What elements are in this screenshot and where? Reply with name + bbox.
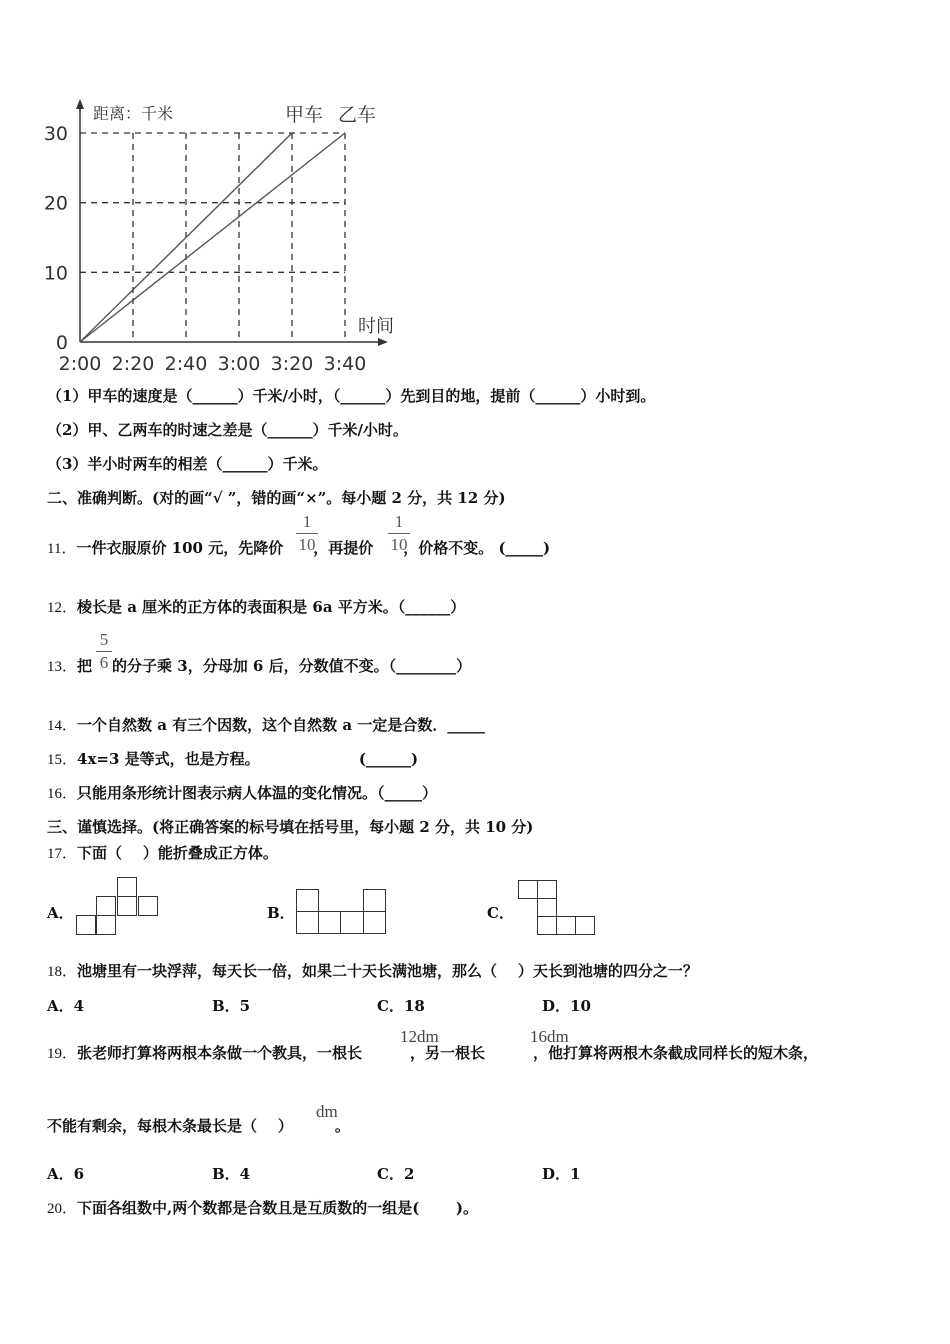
chart-series — [80, 133, 345, 342]
q19-unit-16dm: 16dm — [530, 1027, 569, 1046]
question-number: 20． — [47, 1201, 78, 1217]
cube-net-b — [296, 889, 396, 939]
distance-time-chart — [40, 95, 410, 380]
fraction-denominator: 10 — [298, 535, 316, 554]
q18-option-d[interactable]: D．10 — [542, 997, 591, 1015]
fraction-numerator: 5 — [99, 630, 109, 649]
question-number: 14． — [47, 718, 78, 734]
q19-unit-dm: dm — [316, 1102, 338, 1121]
section2-heading: 二、准确判断。(对的画“√ ”，错的画“×”。每小题 2 分，共 12 分) — [47, 489, 506, 507]
q16-text: 只能用条形统计图表示病人体温的变化情况。（_____） — [77, 784, 438, 802]
q12-text: 棱长是 a 厘米的正方体的表面积是 6a 平方米。（______） — [77, 598, 466, 616]
question-number: 19． — [47, 1046, 78, 1062]
y-axis-arrow — [76, 99, 84, 109]
question-16 — [47, 782, 437, 803]
q11-text-a: 一件衣服原价 100 元，先降价 — [76, 539, 284, 557]
q17-option-a-label[interactable]: A． — [47, 904, 74, 922]
cube-net-a — [76, 877, 166, 937]
q20-text: 下面各组数中,两个数都是合数且是互质数的一组是( )。 — [77, 1199, 478, 1217]
q11-fraction-1 — [296, 512, 318, 555]
question-number: 18． — [47, 964, 78, 980]
fraction-denominator: 10 — [390, 535, 408, 554]
question-20 — [47, 1197, 478, 1218]
q13-text-a: 把 — [77, 657, 93, 675]
q10-part2: （2）甲、乙两车的时速之差是（______）千米/小时。 — [47, 421, 408, 439]
cube-net-c — [518, 880, 598, 940]
series-label-1: 甲车 — [284, 104, 324, 126]
y-tick-label: 20 — [43, 192, 68, 215]
fraction-denominator: 6 — [99, 653, 109, 672]
q19-text-b: ，另一根长 — [410, 1044, 486, 1062]
q10-part1: （1）甲车的速度是（______）千米/小时，（______）先到目的地，提前（______）小时到。 — [47, 387, 656, 405]
question-12 — [47, 596, 465, 617]
question-17 — [47, 842, 278, 863]
q19-option-b[interactable]: B．4 — [212, 1165, 251, 1183]
q19-unit-12dm: 12dm — [400, 1027, 439, 1046]
y-axis-label: 距离：千米 — [93, 104, 174, 123]
question-19-line2 — [47, 1115, 350, 1136]
x-tick-label: 3:00 — [217, 353, 261, 375]
q17-option-b-label[interactable]: B． — [267, 904, 295, 922]
x-axis-arrow — [378, 338, 388, 346]
question-number: 12． — [47, 600, 78, 616]
q18-text: 池塘里有一块浮萍，每天长一倍，如果二十天长满池塘，那么（ ）天长到池塘的四分之一？ — [77, 962, 698, 980]
q10-part3: （3）半小时两车的相差（______）千米。 — [47, 455, 328, 473]
x-tick-label: 2:20 — [111, 353, 155, 375]
q13-text-b: 的分子乘 3，分母加 6 后，分数值不变。（________） — [112, 657, 472, 675]
q11-fraction-2 — [388, 512, 410, 555]
y-tick-label: 10 — [43, 262, 68, 285]
fraction-numerator: 1 — [394, 512, 404, 531]
q19-option-a[interactable]: A．6 — [47, 1165, 85, 1183]
q17-option-c-label[interactable]: C． — [487, 904, 514, 922]
q19-option-c[interactable]: C．2 — [377, 1165, 415, 1183]
q14-text: 一个自然数 a 有三个因数，这个自然数 a 一定是合数．_____ — [77, 716, 485, 734]
q11-text-c: ，价格不变。 (_____) — [403, 539, 551, 557]
x-tick-label: 3:40 — [323, 353, 367, 375]
x-axis-label: 时间 — [358, 316, 394, 337]
series-line-2 — [80, 133, 345, 342]
q11-text-b: ，再提价 — [313, 539, 374, 557]
q19-text-line2b: 。 — [334, 1117, 350, 1135]
x-tick-label: 2:40 — [164, 353, 208, 375]
q18-option-c[interactable]: C．18 — [377, 997, 425, 1015]
q17-text: 下面（ ）能折叠成正方体。 — [77, 844, 278, 862]
q19-text-a: 张老师打算将两根本条做一个教具，一根长 — [77, 1044, 363, 1062]
question-number: 16． — [47, 786, 78, 802]
question-number: 11． — [47, 541, 77, 557]
x-tick-label: 3:20 — [270, 353, 314, 375]
q15-text: 4x=3 是等式，也是方程。 (______) — [77, 750, 419, 768]
chart-labels — [44, 104, 394, 375]
question-number: 17． — [47, 846, 78, 862]
q18-option-b[interactable]: B．5 — [212, 997, 251, 1015]
y-tick-label: 30 — [43, 123, 68, 145]
question-number: 13． — [47, 659, 78, 675]
series-label-2: 乙车 — [337, 104, 377, 126]
q19-text-line2a: 不能有剩余，每根木条最长是（ ） — [47, 1117, 293, 1135]
question-18 — [47, 960, 698, 981]
question-14 — [47, 714, 485, 735]
q19-option-d[interactable]: D．1 — [542, 1165, 581, 1183]
question-number: 15． — [47, 752, 78, 768]
fraction-numerator: 1 — [302, 512, 312, 531]
question-15 — [47, 748, 418, 769]
y-tick-label: 0 — [55, 332, 68, 354]
q18-option-a[interactable]: A．4 — [47, 997, 85, 1015]
q19-text-c: ，他打算将两根木条截成同样长的短木条， — [533, 1044, 819, 1062]
x-tick-label: 2:00 — [58, 353, 102, 375]
q13-fraction — [96, 630, 112, 673]
section3-heading: 三、谨慎选择。(将正确答案的标号填在括号里，每小题 2 分，共 10 分) — [47, 818, 534, 836]
